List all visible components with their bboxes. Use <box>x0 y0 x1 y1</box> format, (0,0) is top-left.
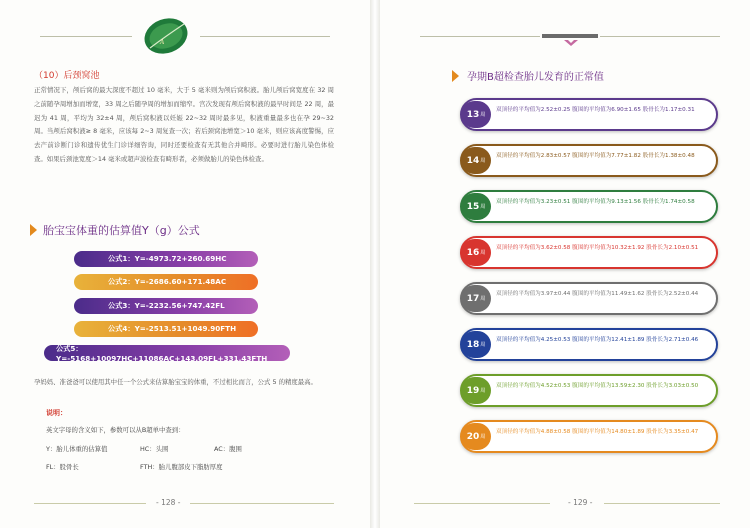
week-measurements: 双顶径的平均值为2.52±0.25 腹围的平均值为6.90±1.65 股骨长为1.17±0.31 <box>496 107 695 113</box>
formula-3: 公式3：Y=-2232.56+747.42FL <box>74 298 258 314</box>
note-item-ac: AC：腹围 <box>214 445 242 453</box>
header-rule-right <box>600 36 720 37</box>
week-number: 18 <box>466 339 480 350</box>
note-item-fl: FL：股骨长 <box>46 463 79 471</box>
right-heading <box>452 68 604 83</box>
week-number: 13 <box>466 109 480 120</box>
week-badge <box>461 147 491 174</box>
week-number: 17 <box>466 293 480 304</box>
week-card <box>460 282 718 315</box>
formula-heading <box>30 222 200 238</box>
week-badge <box>461 239 491 266</box>
header-bar <box>542 34 598 38</box>
formula-4: 公式4：Y=-2513.51+1049.90FTH <box>74 321 258 337</box>
book-gutter <box>370 0 380 528</box>
note-item-y: Y：胎儿体重的估算值 <box>46 445 108 453</box>
footer-rule-right <box>604 503 720 504</box>
arrow-icon <box>452 70 459 82</box>
week-badge <box>461 423 491 450</box>
week-measurements: 双顶径的平均值为4.88±0.58 腹围的平均值为14.80±1.89 股骨长为3.35±0.47 <box>496 429 699 435</box>
left-page <box>0 0 370 528</box>
week-badge <box>461 285 491 312</box>
week-badge <box>461 193 491 220</box>
week-unit: 周 <box>480 204 486 210</box>
footer-rule-left <box>414 503 550 504</box>
header-rule-left <box>40 36 132 37</box>
note-item-fth: FTH：胎儿腹部皮下脂肪厚度 <box>140 463 223 471</box>
formula-1: 公式1：Y=-4973.72+260.69HC <box>74 251 258 267</box>
svg-text:A: A <box>160 39 165 46</box>
week-badge <box>461 101 491 128</box>
page-number: - 128 - <box>156 498 181 507</box>
formula-note-paragraph: 孕妈妈、准爸爸可以使用其中任一个公式来估算胎宝宝的体重，不过相比而言，公式 5 的精度最高。 <box>34 378 317 386</box>
week-number: 19 <box>466 385 480 396</box>
week-card <box>460 420 718 453</box>
week-number: 15 <box>466 201 480 212</box>
leaf-logo-icon <box>140 14 192 58</box>
week-badge <box>461 331 491 358</box>
header-rule-left <box>420 36 540 37</box>
week-measurements: 双顶径的平均值为3.97±0.44 腹围的平均值为11.49±1.62 股骨长为2.52±0.44 <box>496 291 699 297</box>
week-unit: 周 <box>480 388 486 394</box>
formula-heading-text: 胎宝宝体重的估算值Y（g）公式 <box>43 224 200 237</box>
week-unit: 周 <box>480 158 486 164</box>
week-badge <box>461 377 491 404</box>
ribbon-icon <box>564 40 578 48</box>
formula-5: 公式5：Y=-5168+10097HC+11086AC+143.09FL+331.43FTH <box>44 345 290 361</box>
week-card <box>460 328 718 361</box>
formula-2: 公式2：Y=-2686.60+171.48AC <box>74 274 258 290</box>
week-unit: 周 <box>480 250 486 256</box>
note-title: 说明： <box>46 409 67 417</box>
week-unit: 周 <box>480 112 486 118</box>
week-measurements: 双顶径的平均值为3.23±0.51 腹围的平均值为9.13±1.56 股骨长为1.74±0.58 <box>496 199 695 205</box>
week-card <box>460 98 718 131</box>
week-number: 16 <box>466 247 480 258</box>
week-unit: 周 <box>480 434 486 440</box>
header-rule-right <box>200 36 330 37</box>
week-card <box>460 236 718 269</box>
week-measurements: 双顶径的平均值为3.62±0.58 腹围的平均值为10.32±1.92 股骨长为2.10±0.51 <box>496 245 699 251</box>
week-measurements: 双顶径的平均值为4.52±0.53 腹围的平均值为13.59±2.30 股骨长为3.03±0.50 <box>496 383 699 389</box>
week-card <box>460 190 718 223</box>
arrow-icon <box>30 224 37 236</box>
week-measurements: 双顶径的平均值为4.25±0.53 腹围的平均值为12.41±1.89 股骨长为2.71±0.46 <box>496 337 699 343</box>
right-page <box>380 0 750 528</box>
note-item-hc: HC：头围 <box>140 445 169 453</box>
intro-paragraph: 正常情况下，颅后窝的最大深度不超过 10 毫米，大于 5 毫米则为颅后窝积液。胎儿颅后窝宽度在 32 周之前随孕周增加而增宽，33 周之后随孕周的增加而缩窄。宫次发现有颅后窝积液的最早时间是 22 周，最迟为 41 周，平均为 32±4 周，颅后窝积液以妊娠 22~32 周时最多见，积液重量最多也在孕 29~32 周。当颅后窝积液≥ 8 毫米，应该每 2~3 周复查一次；若后颈窝池增宽＞10 毫米，则应该高度警惕，应去产前诊断门诊和遗传优生门诊详细咨询，同时还要检查有无其他合并畸形。必要时进行胎儿染色体检查。如果后颈池宽度＞14 毫米或超声波检查有畸形者，必须做胎儿的染色体检查。 <box>34 86 334 163</box>
note-intro: 英文字母的含义如下，参数可以从B超单中查到： <box>46 426 185 434</box>
week-card <box>460 144 718 177</box>
week-card <box>460 374 718 407</box>
section-title: （10）后颈窝池 <box>34 71 100 81</box>
footer-rule-left <box>34 503 146 504</box>
right-heading-text: 孕期B超检查胎儿发育的正常值 <box>467 72 604 83</box>
week-measurements: 双顶径的平均值为2.83±0.57 腹围的平均值为7.77±1.82 股骨长为1.38±0.48 <box>496 153 695 159</box>
week-number: 14 <box>466 155 480 166</box>
page-number: - 129 - <box>568 498 593 507</box>
week-number: 20 <box>466 431 480 442</box>
week-unit: 周 <box>480 296 486 302</box>
footer-rule-right <box>190 503 334 504</box>
week-unit: 周 <box>480 342 486 348</box>
